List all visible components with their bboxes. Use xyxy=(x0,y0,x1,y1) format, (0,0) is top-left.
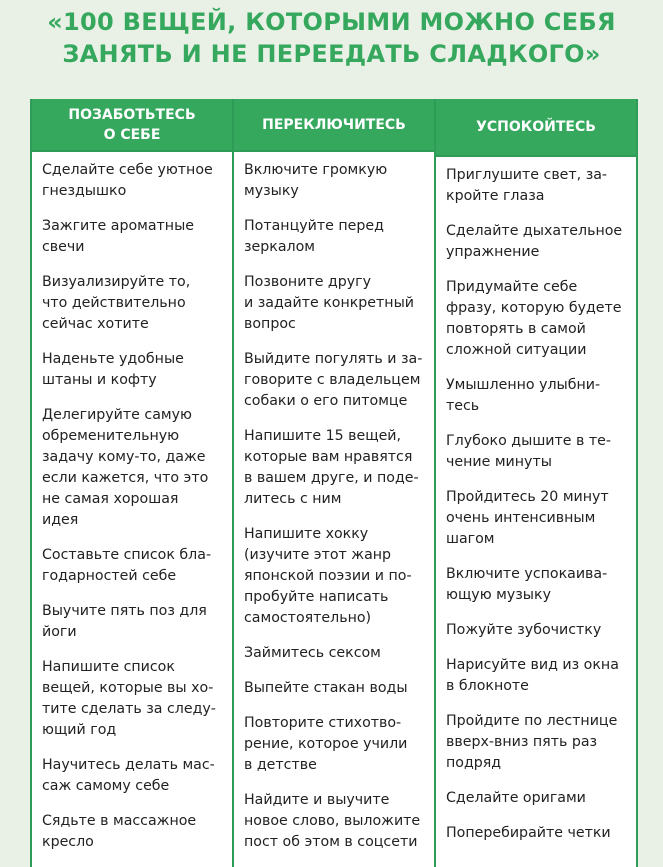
list-item-line: если кажется, что это xyxy=(42,470,209,486)
list-item-line: вопрос xyxy=(244,316,296,332)
list-item-line: ющую музыку xyxy=(446,587,551,603)
column-header xyxy=(32,99,232,152)
list-item xyxy=(446,564,628,606)
list-item xyxy=(244,272,426,335)
list-item xyxy=(42,349,224,391)
column-header xyxy=(436,99,636,157)
list-item xyxy=(446,487,628,550)
list-item-line: Поперебирайте четки xyxy=(446,825,611,841)
list-item-line: вещей, которые вы хо- xyxy=(42,680,214,696)
list-item xyxy=(446,277,628,361)
list-item xyxy=(244,524,426,629)
list-item-line: пробуйте написать xyxy=(244,589,389,605)
list-item-line: Включите успокаива- xyxy=(446,566,608,582)
list-item-line: йоги xyxy=(42,624,77,640)
list-item-line: музыку xyxy=(244,183,299,199)
list-item xyxy=(446,711,628,774)
title-line: ЗАНЯТЬ И НЕ ПЕРЕЕДАТЬ СЛАДКОГО» xyxy=(62,40,601,68)
column-items xyxy=(32,152,232,867)
list-item-line: саж самому себе xyxy=(42,778,170,794)
list-item-line: японской поэзии и по- xyxy=(244,568,412,584)
list-item xyxy=(446,655,628,697)
list-item-line: зеркалом xyxy=(244,239,315,255)
list-item-line: подряд xyxy=(446,755,502,771)
list-item-line: в детстве xyxy=(244,757,317,773)
list-item xyxy=(446,165,628,207)
list-item xyxy=(446,620,628,641)
list-item xyxy=(244,790,426,853)
list-item-line: и задайте конкретный xyxy=(244,295,414,311)
list-item-line: литесь с ним xyxy=(244,491,342,507)
list-item-line: Выучите пять поз для xyxy=(42,603,207,619)
list-item-line: не самая хорошая xyxy=(42,491,179,507)
list-item-line: Займитесь сексом xyxy=(244,645,381,661)
list-item-line: сложной ситуации xyxy=(446,342,587,358)
list-item-line: Умышленно улыбни- xyxy=(446,377,601,393)
list-item-line: свечи xyxy=(42,239,85,255)
list-item-line: которые вам нравятся xyxy=(244,449,413,465)
list-item-line: рение, которое учили xyxy=(244,736,408,752)
list-item-line: годарностей себе xyxy=(42,568,177,584)
list-item-line: ющий год xyxy=(42,722,117,738)
list-item-line: штаны и кофту xyxy=(42,372,157,388)
list-item-line: собаки о его питомце xyxy=(244,393,408,409)
list-item xyxy=(42,601,224,643)
list-item xyxy=(244,643,426,664)
list-item-line: Нарисуйте вид из окна xyxy=(446,657,619,673)
list-item-line: говорите с владельцем xyxy=(244,372,421,388)
list-item-line: Выпейте стакан воды xyxy=(244,680,408,696)
list-item-line: повторять в самой xyxy=(446,321,586,337)
list-item-line: фразу, которую будете xyxy=(446,300,622,316)
list-item-line: гнездышко xyxy=(42,183,127,199)
list-item-line: Наденьте удобные xyxy=(42,351,184,367)
column-header-line: ПОЗАБОТЬТЕСЬ xyxy=(68,106,196,123)
list-item xyxy=(446,823,628,844)
list-item-line: Научитесь делать мас- xyxy=(42,757,215,773)
list-item xyxy=(446,221,628,263)
list-item-line: обременительную xyxy=(42,428,180,444)
list-item-line: кресло xyxy=(42,834,94,850)
list-item-line: Сделайте себе уютное xyxy=(42,162,213,178)
list-item xyxy=(446,788,628,809)
list-item-line: кройте глаза xyxy=(446,188,545,204)
list-item-line: новое слово, выложите xyxy=(244,813,421,829)
column-header xyxy=(234,99,434,152)
list-item xyxy=(42,272,224,335)
list-item xyxy=(42,545,224,587)
list-item-line: Напишите 15 вещей, xyxy=(244,428,402,444)
list-item-line: сейчас хотите xyxy=(42,316,149,332)
list-item-line: Повторите стихотво- xyxy=(244,715,402,731)
list-item xyxy=(244,426,426,510)
column-header-line: УСПОКОЙТЕСЬ xyxy=(476,119,596,135)
list-item-line: Пройдите по лестнице xyxy=(446,713,618,729)
list-item-line: Найдите и выучите xyxy=(244,792,390,808)
list-item-line: Пожуйте зубочистку xyxy=(446,622,602,638)
column-items xyxy=(234,152,434,867)
list-item-line: шагом xyxy=(446,531,495,547)
list-item-line: Приглушите свет, за- xyxy=(446,167,608,183)
list-item-line: задачу кому-то, даже xyxy=(42,449,206,465)
column-items xyxy=(436,157,636,867)
list-item xyxy=(42,755,224,797)
list-item-line: Глубоко дышите в те- xyxy=(446,433,612,449)
list-item xyxy=(42,160,224,202)
list-item-line: Позвоните другу xyxy=(244,274,371,290)
list-item-line: Придумайте себе xyxy=(446,279,578,295)
column-header-line: О СЕБЕ xyxy=(103,126,161,143)
list-item xyxy=(244,160,426,202)
list-item-line: Сделайте оригами xyxy=(446,790,586,806)
list-item-line: Сядьте в массажное xyxy=(42,813,197,829)
title-line: «100 ВЕЩЕЙ, КОТОРЫМИ МОЖНО СЕБЯ xyxy=(47,8,616,36)
list-item-line: тите сделать за следу- xyxy=(42,701,216,717)
list-item-line: упражнение xyxy=(446,244,540,260)
list-item-line: самостоятельно) xyxy=(244,610,372,626)
list-item-line: тесь xyxy=(446,398,480,414)
page-title xyxy=(0,6,663,70)
list-item-line: Составьте список бла- xyxy=(42,547,212,563)
list-item-line: что действительно xyxy=(42,295,186,311)
list-item-line: Визуализируйте то, xyxy=(42,274,191,290)
table-column xyxy=(232,99,434,867)
list-item xyxy=(446,431,628,473)
list-item-line: Делегируйте самую xyxy=(42,407,192,423)
list-item-line: пост об этом в соцсети xyxy=(244,834,418,850)
list-item-line: вверх-вниз пять раз xyxy=(446,734,598,750)
table-column xyxy=(32,99,232,867)
list-item xyxy=(446,375,628,417)
list-item xyxy=(244,713,426,776)
list-item-line: Выйдите погулять и за- xyxy=(244,351,423,367)
list-item-line: идея xyxy=(42,512,79,528)
list-item-line: Зажгите ароматные xyxy=(42,218,194,234)
list-item-line: Напишите хокку xyxy=(244,526,369,542)
list-item xyxy=(42,657,224,741)
list-item-line: Включите громкую xyxy=(244,162,388,178)
list-item-line: чение минуты xyxy=(446,454,552,470)
column-header-line: ПЕРЕКЛЮЧИТЕСЬ xyxy=(262,116,406,133)
table-column xyxy=(434,99,636,867)
list-item-line: Пройдитесь 20 минут xyxy=(446,489,609,505)
list-item-line: очень интенсивным xyxy=(446,510,596,526)
list-item xyxy=(244,349,426,412)
activities-table xyxy=(30,99,638,867)
list-item-line: (изучите этот жанр xyxy=(244,547,392,563)
list-item xyxy=(244,678,426,699)
list-item xyxy=(244,216,426,258)
list-item xyxy=(42,216,224,258)
list-item-line: Сделайте дыхательное xyxy=(446,223,623,239)
list-item xyxy=(42,405,224,531)
list-item-line: Напишите список xyxy=(42,659,175,675)
list-item-line: в блокноте xyxy=(446,678,529,694)
list-item-line: Потанцуйте перед xyxy=(244,218,384,234)
list-item-line: в вашем друге, и поде- xyxy=(244,470,419,486)
list-item xyxy=(42,811,224,853)
